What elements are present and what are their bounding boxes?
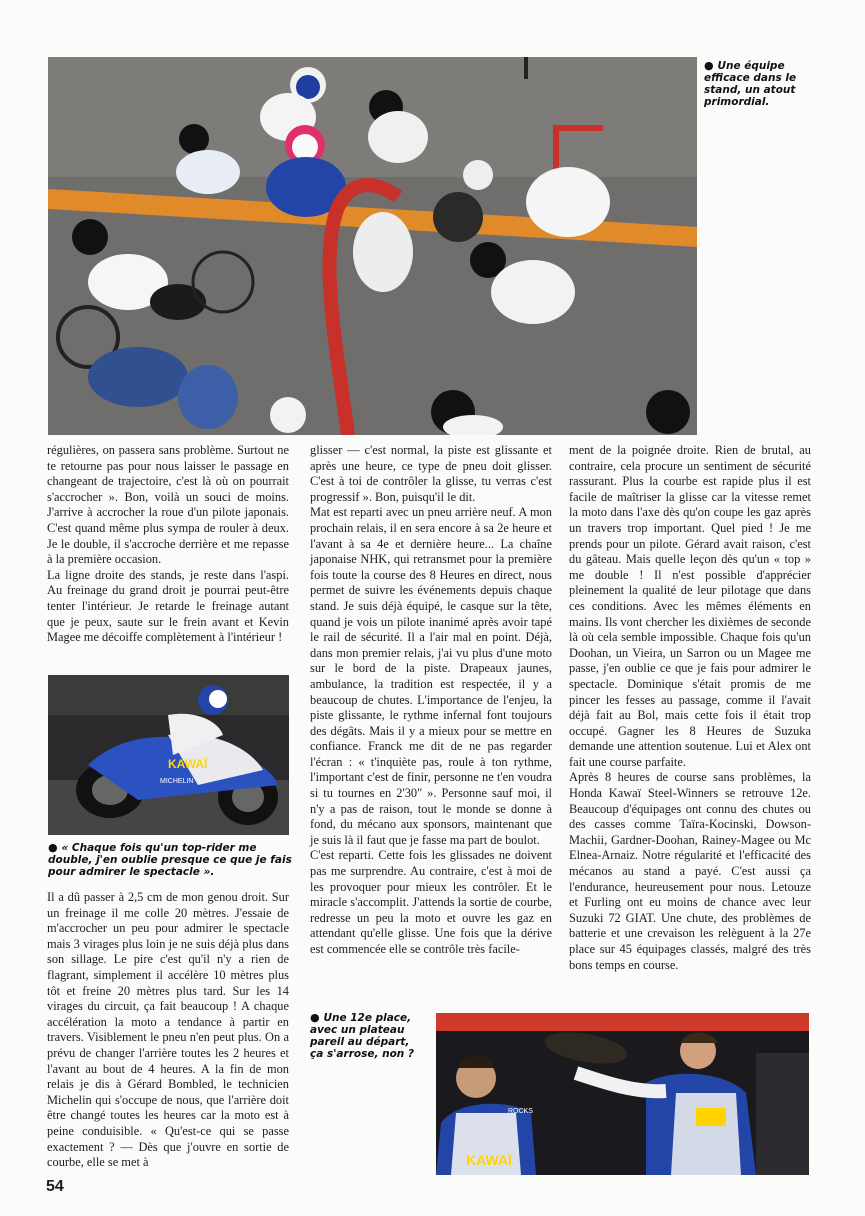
paragraph: La ligne droite des stands, je reste dans l'aspi. Au freinage du grand droit je pourrai peut-être tenter l'intérieur. Je retarde le freinage autant que je peux, saute sur le frein avant et Kevin Magee me décoiffe complètement à l'intérieur !	[47, 567, 289, 645]
paragraph: ment de la poignée droite. Rien de brutal, au contraire, cela procure un sentiment de sécurité rassurant. Plus la courbe est rapide plus il est facile de maîtriser la glisse car la vitesse remet la moto dans l'axe dès qu'on coupe les gaz après un travers trop important. Quel pied ! Je me prends pour un pilote. Gérard avait raison, c'est du gâteau. Mais quelle leçon dès qu'un « top » me double ! Il n'est possible d'apprécier pleinement la qualité de leur pilotage que dans ces conditions. Avec les mêmes éléments en mains. Ils vont chercher les dixièmes de seconde là où cela semble impossible. Chaque fois qu'un Doohan, un Vieira, un Sarron ou un Magee me passe, j'en oublie ce que je fais pour admirer le spectacle. Dominique s'était promis de me pincer les fesses au passage, comme il l'avait déjà fait au Bol, mais cette fois il était trop occupé. Gagner les 8 Heures de Suzuka demande une attention soutenue. Lui et Alex ont fait une course parfaite.	[569, 443, 811, 769]
bullet-icon: ●	[310, 1011, 324, 1024]
bullet-icon: ●	[704, 59, 718, 72]
shirt-sponsor-label: ROCKS	[508, 1108, 533, 1115]
bike-fairing-label: KAWAÏ	[168, 757, 208, 771]
page-number: 54	[46, 1178, 64, 1195]
bullet-icon: ●	[48, 841, 62, 854]
caption-top-rider: ● « Chaque fois qu'un top-rider me double, j'en oublie presque ce que je fais pour admirer le spectacle ».	[48, 841, 292, 878]
paragraph: Il a dû passer à 2,5 cm de mon genou droit. Sur un freinage il me colle 20 mètres. J'essaie de m'accrocher un peu pour admirer le spectacle mais 3 virages plus loin je ne suis déjà plus dans son sillage. Le pire c'est qu'il n'y a rien de flagrant, simplement il accélère 10 mètres plus tôt et freine 20 mètres plus tard. Sur les 14 virages du circuit, ça fait beaucoup ! A chaque accélération la moto a tendance à partir en travers. Visiblement le pneu n'en peut plus. On a prévu de changer l'arrière toutes les 2 heures et l'avant au bout de 4 heures. A la fin de mon relais je dis à Gérard Bombled, le technicien Michelin qui s'occupe de nous, que l'arrière doit être changé toutes les heures car la moto est à peine conduisible. « Qu'est-ce qui se passe exactement ? — Dès que j'ouvre en sortie de courbe, elle se met à	[47, 890, 289, 1170]
pit-stop-photo	[48, 57, 697, 435]
bike-sponsor-label: MICHELIN	[160, 778, 194, 785]
column-3	[569, 443, 811, 973]
paragraph: glisser — c'est normal, la piste est glissante et après une heure, ce type de pneu doit glisser. C'est à toi de contrôler la glisse, tu verras c'est progressif ». Bon, puisqu'il le dit.	[310, 443, 552, 504]
paragraph: Après 8 heures de course sans problèmes, la Honda Kawaï Steel-Winners se retrouve 12e. Beaucoup d'équipages ont connu des chutes ou des casses comme Taïra-Kocinski, Dowson-Machii, Gardner-Doohan, Rainey-Magee ou Mc Elnea-Arnaiz. Notre régularité et l'efficacité des mécanos au stand a payé. C'est aussi ça l'endurance, heureusement pour nous. Letouze et Furling ont eu moins de chance avec leur Suzuki 72 GIAT. Une chute, des problèmes de batterie et une crevaison les relèguent à la 27e place sur 45 équipages classés, malgré des très bons temps en course.	[569, 770, 811, 972]
caption-pit-stop: ● Une équipe efficace dans le stand, un atout primordial.	[704, 59, 797, 108]
paragraph: Mat est reparti avec un pneu arrière neuf. A mon prochain relais, il en sera encore à sa 2e heure et l'avant à sa 4e et dernière heure... La chaîne japonaise NHK, qui retransmet pour la première fois toute la course des 8 Heures en direct, nous permet de suivre les événements depuis chaque stand. Je suis déjà équipé, le casque sur la tête, quand je vois un pilote inanimé après avoir tapé le rail de sécurité. Il a l'air mal en point. Déjà, dans mon premier relais, j'ai vu plus d'une moto sur le bord de la piste. Drapeaux jaunes, ambulance, la tradition est respectée, il y a beaucoup de chutes. L'importance de l'enjeu, la piste glissante, le rythme infernal font toujours des dégâts. Mais il y a mieux pour se mettre en confiance. Franck me dit de ne pas regarder l'écran : « t'inquiète pas, roule à ton rythme, l'important c'est de finir, personne ne t'en voudra si tu tournes en 2'30" ». Personne sauf moi, il n'y a pas de raison, tout le monde se donne à fond, du mécano aux sponsors, maintenant que je suis là il faut que je fasse ma part de boulot.	[310, 505, 552, 847]
column-1-top	[47, 443, 289, 646]
motorcycle-photo	[48, 675, 289, 835]
paragraph: régulières, on passera sans problème. Surtout ne te retourne pas pour nous laisser le passage en changeant de trajectoire, c'est là où on pourrait s'accrocher ». Bon, voilà un souci de moins. J'arrive à accrocher la roue d'un pilote japonais. C'est quand même plus sympa de rouler à deux. Je le double, il s'accroche derrière et me repasse à la première occasion.	[47, 443, 289, 567]
caption-celebration: ● Une 12e place, avec un plateau pareil au départ, ça s'arrose, non ?	[310, 1011, 415, 1060]
shirt-label: KAWAÏ	[466, 1152, 512, 1168]
column-2	[310, 443, 552, 958]
column-1-bottom	[47, 890, 289, 1171]
celebration-photo	[436, 1013, 809, 1175]
paragraph: C'est reparti. Cette fois les glissades ne doivent pas me surprendre. Au contraire, c'est à moi de les provoquer pour mieux les contrôler. Et le miracle s'accomplit. J'attends la sortie de courbe, redresse un peu la moto et ouvre les gaz en attendant qu'elle glisse. Une fois que la dérive est commencée elle se contrôle très facile-	[310, 848, 552, 956]
